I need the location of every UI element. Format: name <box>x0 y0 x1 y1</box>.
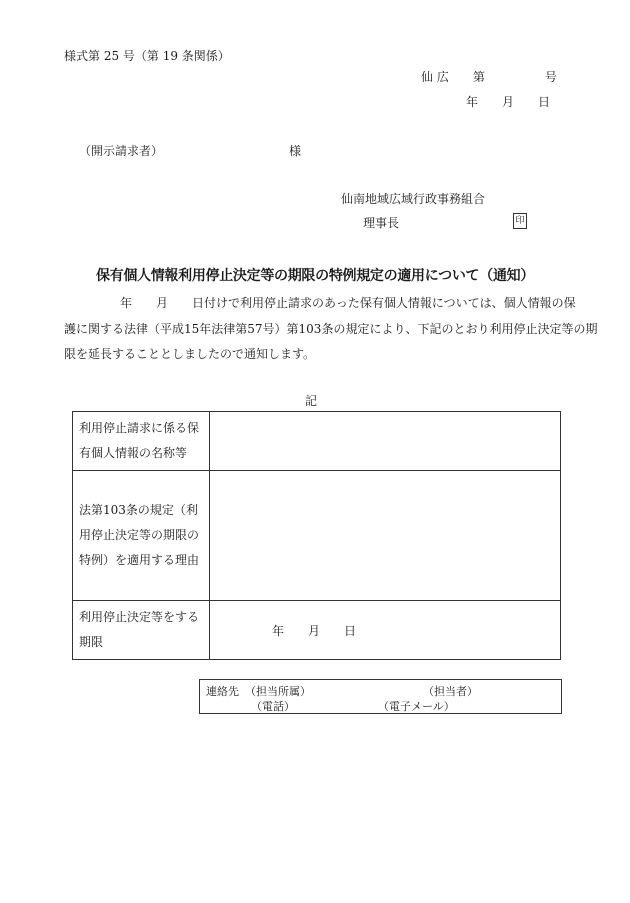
document-number: 仙 広 第 号 <box>421 70 557 84</box>
body-line-2: 護に関する法律（平成15年法律第57号）第103条の規定により、下記のとおり利用停止決定等の期 <box>64 322 598 336</box>
seal-mark: 印 <box>513 213 527 229</box>
recipient-line: （開示請求者） 様 <box>79 144 302 158</box>
body-line-3: 限を延長することとしましたので通知します。 <box>64 347 316 361</box>
row-value: 年 月 日 <box>210 601 561 660</box>
contact-box <box>199 679 562 714</box>
row-value <box>210 412 561 471</box>
table-row <box>73 601 561 660</box>
table-row <box>73 471 561 601</box>
form-number: 様式第 25 号（第 19 条関係） <box>64 49 230 63</box>
row-value <box>210 471 561 601</box>
row-label: 法第103条の規定（利用停止決定等の期限の特例）を適用する理由 <box>73 471 210 601</box>
department-label: （担当所属） <box>245 685 311 698</box>
sender-title: 理事長 <box>363 216 400 230</box>
body-line-1: 年 月 日付けで利用停止請求のあった保有個人情報については、個人情報の保 <box>120 296 576 310</box>
document-date: 年 月 日 <box>466 95 551 109</box>
table-row <box>73 412 561 471</box>
person-in-charge-label: （担当者） <box>423 685 478 698</box>
row-label: 利用停止決定等をする期限 <box>73 601 210 660</box>
phone-label: （電話） <box>251 700 295 713</box>
document-title: 保有個人情報利用停止決定等の期限の特例規定の適用について（通知） <box>95 268 535 284</box>
email-label: （電子メール） <box>378 700 455 713</box>
ki-heading: 記 <box>304 394 317 408</box>
contact-label: 連絡先 <box>206 685 239 698</box>
sender-organization: 仙南地域広域行政事務組合 <box>341 192 486 206</box>
row-label: 利用停止請求に係る保有個人情報の名称等 <box>73 412 210 471</box>
detail-table <box>72 411 561 660</box>
